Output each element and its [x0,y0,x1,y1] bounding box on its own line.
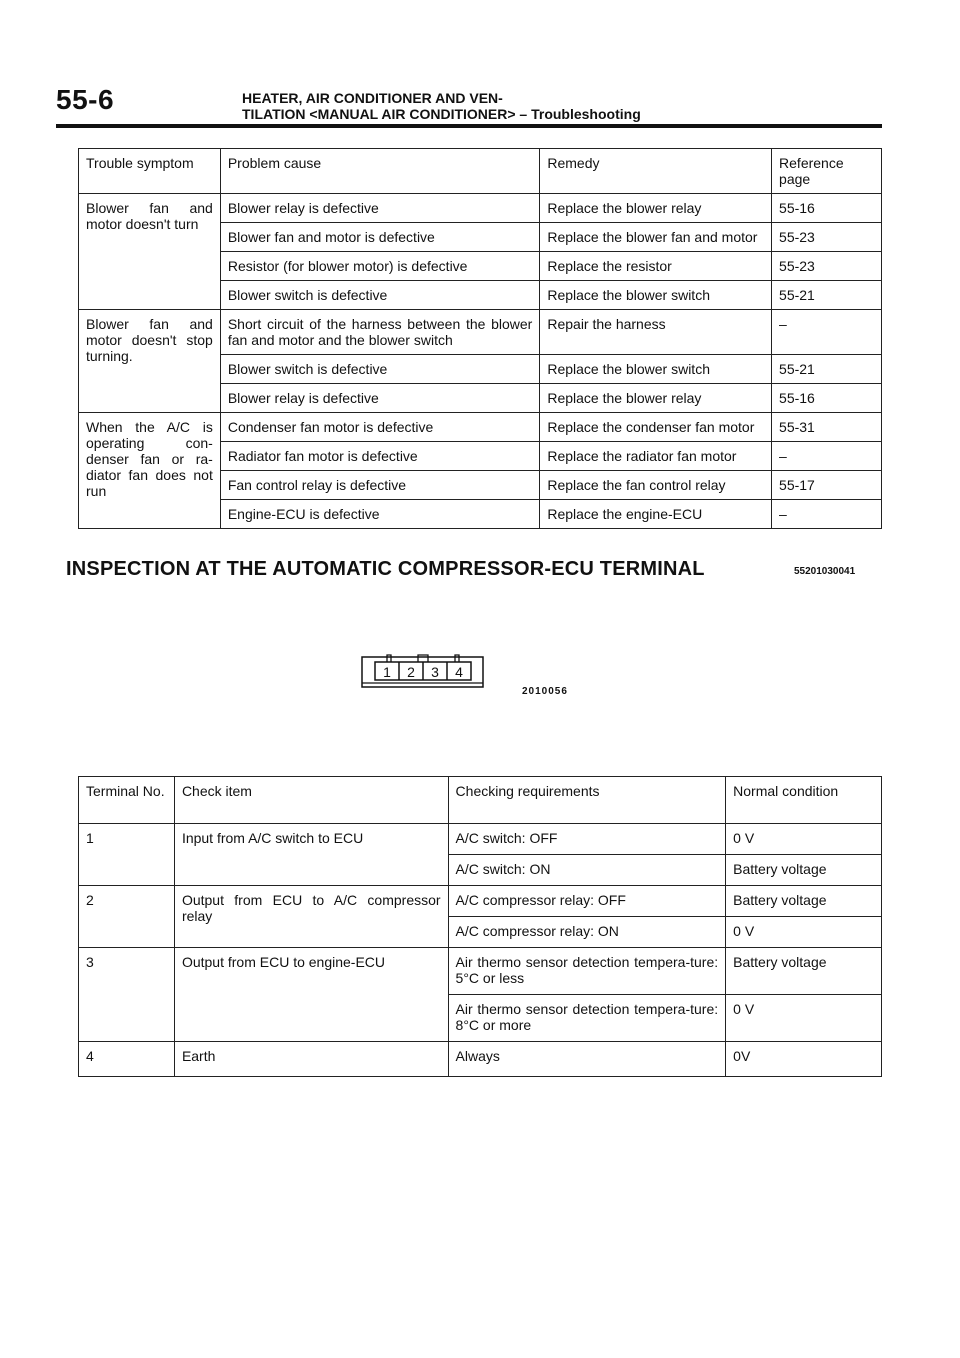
problem-cause-cell: Resistor (for blower motor) is defective [220,252,540,281]
column-header-check-item: Check item [174,777,448,824]
terminal-number-cell: 3 [79,948,175,1042]
remedy-cell: Replace the blower relay [540,384,772,413]
problem-cause-cell: Condenser fan motor is defective [220,413,540,442]
remedy-cell: Replace the condenser fan motor [540,413,772,442]
reference-page-cell: 55-21 [772,281,882,310]
connector-housing [362,655,483,687]
table-row [79,413,882,442]
check-item-cell: Output from ECU to engine-ECU [174,948,448,1042]
section-code: 55201030041 [794,566,856,577]
table-header-row [79,777,882,824]
remedy-cell: Repair the harness [540,310,772,355]
table-row [79,310,882,355]
check-item-cell: Output from ECU to A/C compressor relay [174,886,448,948]
reference-page-cell: – [772,442,882,471]
table-row [79,948,882,995]
checking-requirement-cell: A/C switch: OFF [448,824,726,855]
page-number: 55-6 [56,84,115,115]
normal-condition-cell: 0 V [726,824,882,855]
remedy-cell: Replace the blower relay [540,194,772,223]
trouble-symptom-cell: Blower fan and motor doesn't stop turning. [79,310,221,413]
checking-requirement-cell: Air thermo sensor detection tempera-ture: 8°C or more [448,995,726,1042]
remedy-cell: Replace the blower fan and motor [540,223,772,252]
terminal-number-cell: 2 [79,886,175,948]
column-header-checking-requirements: Checking requirements [448,777,726,824]
problem-cause-cell: Fan control relay is defective [220,471,540,500]
problem-cause-cell: Blower fan and motor is defective [220,223,540,252]
problem-cause-cell: Blower relay is defective [220,384,540,413]
checking-requirement-cell: Air thermo sensor detection tempera-ture: 5°C or less [448,948,726,995]
normal-condition-cell: 0 V [726,917,882,948]
connector-pin-1: 1 [383,664,391,680]
problem-cause-cell: Engine-ECU is defective [220,500,540,529]
reference-page-cell: 55-31 [772,413,882,442]
normal-condition-cell: 0 V [726,995,882,1042]
problem-cause-cell: Blower switch is defective [220,355,540,384]
column-header-normal-condition: Normal condition [726,777,882,824]
reference-page-cell: – [772,310,882,355]
column-header-trouble-symptom: Trouble symptom [79,149,221,194]
remedy-cell: Replace the blower switch [540,281,772,310]
connector-pin-2: 2 [407,664,415,680]
reference-page-cell: – [772,500,882,529]
inspection-table [78,776,882,1077]
table-row [79,1042,882,1077]
connector-pin-3: 3 [431,664,439,680]
reference-page-cell: 55-23 [772,223,882,252]
table-row [79,886,882,917]
remedy-cell: Replace the fan control relay [540,471,772,500]
table-row [79,194,882,223]
remedy-cell: Replace the blower switch [540,355,772,384]
troubleshooting-table [78,148,882,529]
header-title-line-1: HEATER, AIR CONDITIONER AND VEN- [242,90,503,106]
connector-pin-4: 4 [455,664,463,680]
remedy-cell: Replace the engine-ECU [540,500,772,529]
checking-requirement-cell: A/C switch: ON [448,855,726,886]
header-rule [56,124,882,128]
normal-condition-cell: Battery voltage [726,948,882,995]
reference-page-cell: 55-23 [772,252,882,281]
trouble-symptom-cell: When the A/C is operating con-denser fan or ra-diator fan does not run [79,413,221,529]
normal-condition-cell: Battery voltage [726,886,882,917]
table-header-row [79,149,882,194]
normal-condition-cell: 0V [726,1042,882,1077]
checking-requirement-cell: A/C compressor relay: OFF [448,886,726,917]
problem-cause-cell: Radiator fan motor is defective [220,442,540,471]
terminal-number-cell: 1 [79,824,175,886]
figure-code: 2010056 [522,686,568,697]
problem-cause-cell: Blower switch is defective [220,281,540,310]
problem-cause-cell: Short circuit of the harness between the blower fan and motor and the blower switch [220,310,540,355]
header-title-line-2: TILATION <MANUAL AIR CONDITIONER> – Troubleshooting [242,106,641,122]
trouble-symptom-cell: Blower fan and motor doesn't turn [79,194,221,310]
check-item-cell: Input from A/C switch to ECU [174,824,448,886]
reference-page-cell: 55-17 [772,471,882,500]
checking-requirement-cell: A/C compressor relay: ON [448,917,726,948]
normal-condition-cell: Battery voltage [726,855,882,886]
reference-page-cell: 55-16 [772,384,882,413]
terminal-number-cell: 4 [79,1042,175,1077]
reference-page-cell: 55-16 [772,194,882,223]
table-row [79,824,882,855]
column-header-remedy: Remedy [540,149,772,194]
connector-diagram [361,648,484,688]
remedy-cell: Replace the resistor [540,252,772,281]
column-header-reference-page: Reference page [772,149,882,194]
column-header-terminal-no: Terminal No. [79,777,175,824]
column-header-problem-cause: Problem cause [220,149,540,194]
check-item-cell: Earth [174,1042,448,1077]
problem-cause-cell: Blower relay is defective [220,194,540,223]
section-heading: INSPECTION AT THE AUTOMATIC COMPRESSOR-ECU TERMINAL [66,558,705,580]
reference-page-cell: 55-21 [772,355,882,384]
page-header-title [242,90,641,122]
remedy-cell: Replace the radiator fan motor [540,442,772,471]
checking-requirement-cell: Always [448,1042,726,1077]
